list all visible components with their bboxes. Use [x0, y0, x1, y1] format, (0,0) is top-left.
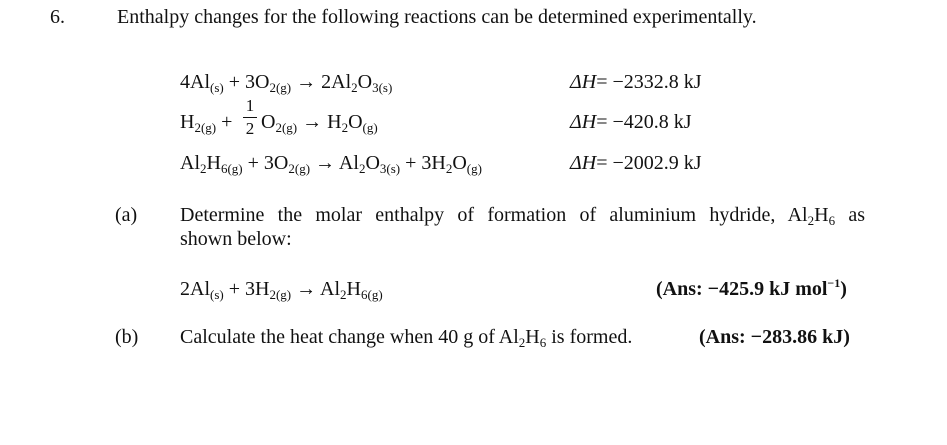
reaction-2-equation-left: $H_{2(g)}$ +: [180, 111, 233, 135]
reaction-1-enthalpy: [570, 70, 702, 94]
part-a-text-line2: shown below:: [180, 228, 292, 250]
part-a-answer: (Ans: −425.9 kJ mol$^{-1}$): [656, 276, 847, 300]
question-stem: Enthalpy changes for the following reactions can be determined experimentally.: [117, 6, 757, 28]
reaction-2-enthalpy: [570, 110, 692, 134]
fraction-denominator: 2: [245, 119, 255, 138]
part-b-answer: (Ans: −283.86 kJ): [699, 326, 850, 348]
part-a-label: (a): [115, 204, 138, 226]
reaction-2-equation-right: $O_{2(g)} \to H_2O_{(g)}$: [261, 111, 378, 135]
part-a-target-equation: $2Al_{(s)} + 3H_{2(g)} \to Al_2H_{6(g)}$: [180, 278, 383, 302]
part-b-text: Calculate the heat change when 40 g of $Al_2H_6$ is formed.: [180, 326, 633, 350]
reaction-3-equation: $Al_2H_{6(g)} + 3O_{2(g)} \to Al_2O_{3(s)} + 3H_2O_{(g)}$: [180, 152, 482, 176]
fraction-numerator: 1: [245, 96, 255, 115]
delta-h-symbol: ΔH: [570, 111, 597, 133]
part-a-text-line1: Determine the molar enthalpy of formation of aluminium hydride, $Al_2H_6$ as: [180, 204, 865, 228]
fraction-bar: [243, 117, 257, 118]
reaction-3-enthalpy: [570, 151, 702, 175]
delta-h-symbol: ΔH: [570, 71, 597, 93]
reaction-1-equation: $4Al_{(s)} + 3O_{2(g)} \to 2Al_2O_{3(s)}$: [180, 71, 393, 95]
delta-h-value: = −2332.8 kJ: [596, 71, 702, 93]
delta-h-value: = −2002.9 kJ: [596, 152, 702, 174]
delta-h-value: = −420.8 kJ: [596, 111, 692, 133]
delta-h-symbol: ΔH: [570, 152, 597, 174]
question-number: 6.: [50, 6, 65, 28]
part-b-label: (b): [115, 326, 139, 348]
